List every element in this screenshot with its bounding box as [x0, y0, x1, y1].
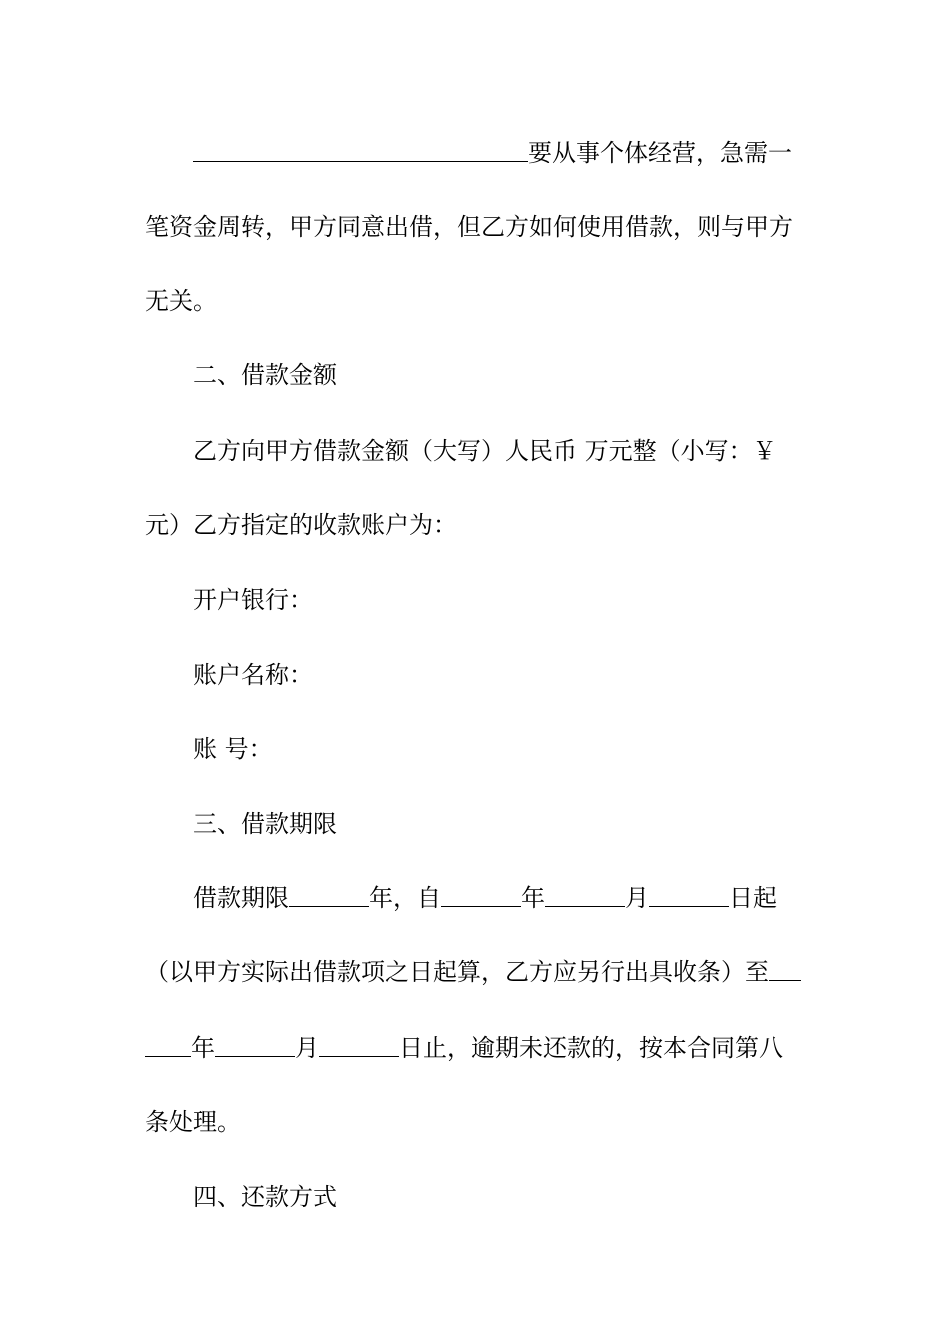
- text-segment: 日起: [729, 884, 777, 912]
- fill-blank: [769, 952, 801, 981]
- text-segment: 月: [295, 1034, 319, 1062]
- bank-label: 开户银行：: [193, 586, 313, 614]
- paragraph-line: [193, 133, 810, 173]
- text-segment: 元）乙方指定的收款账户为：: [145, 511, 457, 539]
- text-segment: 要从事个体经营，急需一: [528, 139, 792, 167]
- paragraph-line: [145, 1102, 810, 1142]
- text-segment: 借款期限: [193, 884, 289, 912]
- fill-blank: [441, 878, 521, 907]
- fill-blank: [289, 878, 369, 907]
- fill-blank: [193, 133, 528, 162]
- paragraph-line: [145, 1028, 810, 1068]
- fill-blank: [319, 1028, 399, 1057]
- text-segment: 笔资金周转，甲方同意出借，但乙方如何使用借款，则与甲方: [145, 213, 793, 241]
- text-segment: 年，自: [369, 884, 441, 912]
- paragraph-line: [193, 878, 810, 918]
- fill-blank: [145, 1028, 191, 1057]
- account-number-label: 账 号：: [193, 735, 273, 763]
- text-segment: 条处理。: [145, 1108, 241, 1136]
- section-heading: 四、还款方式: [193, 1183, 337, 1211]
- text-segment: 月: [625, 884, 649, 912]
- paragraph-line: [193, 431, 810, 471]
- text-segment: 年: [521, 884, 545, 912]
- fill-blank: [215, 1028, 295, 1057]
- account-name-label: 账户名称：: [193, 661, 313, 689]
- text-segment: 日止，逾期未还款的，按本合同第八: [399, 1034, 783, 1062]
- fill-blank: [545, 878, 625, 907]
- section-heading: 二、借款金额: [193, 361, 337, 389]
- paragraph-line: [145, 952, 810, 992]
- text-segment: 年: [191, 1034, 215, 1062]
- paragraph-line: [145, 281, 810, 321]
- fill-blank: [649, 878, 729, 907]
- text-segment: 乙方向甲方借款金额（大写）人民币 万元整（小写：￥: [193, 437, 777, 465]
- paragraph-line: [145, 505, 810, 545]
- text-segment: 无关。: [145, 287, 217, 315]
- paragraph-line: [145, 207, 810, 247]
- section-heading: 三、借款期限: [193, 810, 337, 838]
- text-segment: （以甲方实际出借款项之日起算，乙方应另行出具收条）至: [145, 958, 769, 986]
